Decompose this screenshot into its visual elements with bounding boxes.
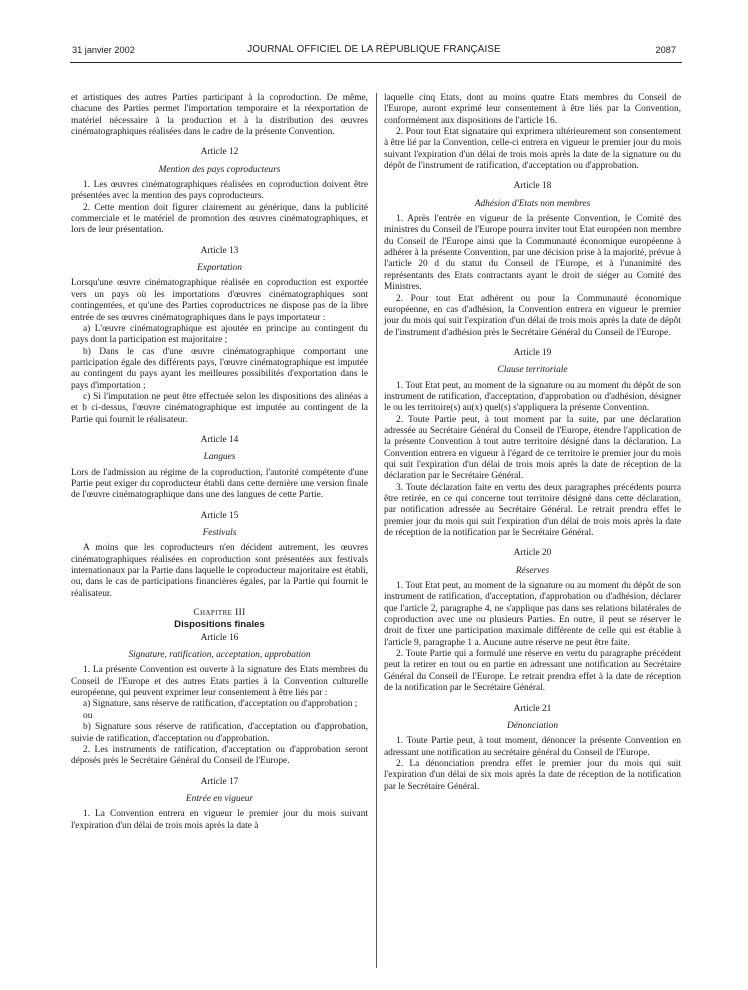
paragraph: b) Signature sous réserve de ratification, d'acceptation ou d'approbation, suivie de ratification, d'acceptation ou d'approbation. [71, 722, 368, 744]
article-title: Exportation [197, 263, 242, 274]
paragraph: 1. Tout Etat peut, au moment de la signature ou au moment du dépôt de son instrument de ratification, d'acceptation, d'approbation ou d'adhésion, désigner le ou les territoire(s) au(x) quel(s) s'appliquera la présente Convention. [384, 380, 681, 414]
left-column [71, 93, 368, 832]
page-number: 2087 [655, 45, 676, 55]
article-heading: Article 16 [200, 632, 239, 643]
paragraph: 1. Tout Etat peut, au moment de la signature ou au moment du dépôt de son instrument de ratification, d'acceptation, d'approbation ou d'adhésion, déclarer que l'article 2, paragraphe 4, ne s'applique pas dans ses relations bilatérales de coproduction avec une ou plusieurs Parties. En outre, il peut se réserver le droit de fixer une participation maximale différente de celle qui est établie à l'article 9, paragraphe 1 a. Aucune autre réserve ne peut être faite. [384, 581, 681, 648]
article-heading: Article 18 [513, 181, 552, 192]
header-date: 31 janvier 2002 [72, 45, 135, 55]
article-heading: Article 13 [200, 245, 239, 256]
header-rule [70, 62, 682, 63]
journal-title: JOURNAL OFFICIEL DE LA RÉPUBLIQUE FRANÇAISE [247, 44, 501, 55]
paragraph: ou [83, 710, 93, 721]
article-title: Dénonciation [506, 720, 559, 731]
article-title: Entrée en vigueur [185, 793, 254, 804]
paragraph: Lors de l'admission au régime de la coproduction, l'autorité compétente d'une Partie peut exiger du coproducteur établi dans cette dernière une version finale de l'œuvre cinématographique dans une des langues de cette Partie. [71, 467, 368, 501]
right-column [384, 93, 681, 793]
paragraph: 2. Pour tout Etat adhérent ou pour la Communauté économique européenne, en cas d'adhésion, la Convention entrera en vigueur le premier jour du mois qui suit l'expiration d'un délai de trois mois après la date de dépôt de l'instrument d'adhésion près le Secrétaire Général du Conseil de l'Europe. [384, 293, 681, 338]
paragraph: 1. La présente Convention est ouverte à la signature des Etats membres du Conseil de l'Europe et des autres Etats parties à la Convention culturelle européenne, qui peuvent exprimer leur consentement à être liés par : [71, 665, 368, 699]
article-heading: Article 19 [513, 347, 552, 358]
paragraph: 2. Toute Partie peut, à tout moment par la suite, par une déclaration adressée au Secrétaire Général du Conseil de l'Europe, étendre l'application de la présente Convention à tout autre territoire désigné dans la déclaration. La Convention entrera en vigueur à l'égard de ce territoire le premier jour du mois qui suit l'expiration d'un délai de trois mois après la date de réception de la déclaration par le Secrétaire Général. [384, 414, 681, 482]
paragraph: 1. La Convention entrera en vigueur le premier jour du mois suivant l'expiration d'un délai de trois mois après la date à [71, 809, 368, 831]
paragraph: laquelle cinq Etats, dont au moins quatre Etats membres du Conseil de l'Europe, auront exprimé leur consentement à être liés par la Convention, conformément aux dispositions de l'article 16. [384, 93, 681, 126]
article-heading: Article 20 [513, 548, 552, 559]
chapter-title: Dispositions finales [174, 619, 265, 631]
paragraph: 2. Toute Partie qui a formulé une réserve en vertu du paragraphe précédent peut la retirer en tout ou en partie en adressant une notification au Secrétaire Général du Conseil de l'Europe. Le retrait prendra effet à la date de réception de la notification par le Secrétaire Général. [384, 649, 681, 694]
article-title: Réserves [515, 565, 550, 576]
paragraph: b) Dans le cas d'une œuvre cinématographique comportant une participation égale des différents pays, l'œuvre cinématographique est imputée au contingent du pays ayant les meilleures possibilités d'exportation dans le pays d'importation ; [71, 346, 368, 391]
article-heading: Article 21 [513, 703, 552, 714]
paragraph: 2. Les instruments de ratification, d'acceptation ou d'approbation seront déposés près le Secrétaire Général du Conseil de l'Europe. [71, 744, 368, 767]
article-title: Langues [203, 452, 236, 463]
paragraph: 2. Cette mention doit figurer clairement au générique, dans la publicité commerciale et le matériel de promotion des œuvres cinématographiques, et lors de leur présentation. [71, 202, 368, 236]
paragraph: 1. Les œuvres cinématographiques réalisées en coproduction doivent être présentées avec la mention des pays coproducteurs. [71, 180, 368, 202]
article-heading: Article 14 [200, 434, 239, 445]
chapter-label: Chapitre III [193, 608, 246, 619]
article-heading: Article 17 [200, 776, 239, 787]
paragraph: A moins que les coproducteurs n'en décident autrement, les œuvres cinématographiques réalisées en coproduction sont présentées aux festivals internationaux par la Partie dans laquelle le coproducteur majoritaire est établi, ou, dans le cas de participations financières égales, par la Partie qui fournit le réalisateur. [71, 543, 368, 599]
paragraph: 1. Après l'entrée en vigueur de la présente Convention, le Comité des ministres du Conseil de l'Europe pourra inviter tout Etat européen non membre du Conseil de l'Europe ainsi que la Communauté économique européenne à adhérer à la présente Convention, par une décision prise à la majorité, prévue à l'article 20 d du statut du Conseil de l'Europe, et à l'unanimité des représentants des Etats contractants ayant le droit de siéger au Comité des Ministres. [384, 214, 681, 293]
article-title: Mention des pays coproducteurs [158, 164, 281, 175]
paragraph: 2. Pour tout Etat signataire qui exprimera ultérieurement son consentement à être lié par la Convention, celle-ci entrera en vigueur le premier jour du mois suivant l'expiration d'un délai de trois mois après la date de la signature ou du dépôt de l'instrument de ratification, d'acceptation ou d'approbation. [384, 127, 681, 172]
paragraph: a) Signature, sans réserve de ratification, d'acceptation ou d'approbation ; [83, 699, 358, 710]
article-title: Festivals [202, 528, 237, 538]
paragraph: 3. Toute déclaration faite en vertu des deux paragraphes précédents pourra être retirée, en ce qui concerne tout territoire désigné dans cette déclaration, par notification adressée au Secrétaire Général. Le retrait prendra effet le premier jour du mois qui suit l'expiration d'un délai de trois mois après la date de réception de la notification par le Secrétaire Général. [384, 482, 681, 539]
article-heading: Article 12 [200, 147, 239, 158]
paragraph: 1. Toute Partie peut, à tout moment, dénoncer la présente Convention en adressant une notification au secrétaire général du Conseil de l'Europe. [384, 736, 681, 758]
article-title: Clause territoriale [497, 365, 568, 376]
paragraph: c) Si l'imputation ne peut être effectuée selon les dispositions des alinéas a et b ci-dessus, l'œuvre cinématographique est imputée au contingent de la Partie qui fournit le réalisateur. [71, 391, 368, 425]
article-heading: Article 15 [200, 510, 239, 521]
paragraph: et artistiques des autres Parties participant à la coproduction. De même, chacune des Parties permet l'importation temporaire et la réexportation de matériel nécessaire à la production et à la distribution des œuvres cinématographiques réalisées dans le cadre de la présente Convention. [71, 93, 368, 138]
paragraph: Lorsqu'une œuvre cinématographique réalisée en coproduction est exportée vers un pays où les importations d'œuvres cinématographiques sont contingentées, et qu'une des Parties coproductrices ne dispose pas de la libre entrée de ses œuvres cinématographiques dans le pays importateur : [71, 278, 368, 323]
article-title: Signature, ratification, acceptation, approbation [128, 650, 311, 661]
column-divider [376, 93, 377, 968]
paragraph: 2. La dénonciation prendra effet le premier jour du mois qui suit l'expiration d'un délai de six mois après la date de réception de la notification par le Secrétaire Général. [384, 758, 681, 792]
paragraph: a) L'œuvre cinématographique est ajoutée en principe au contingent du pays dont la participation est majoritaire ; [71, 323, 368, 346]
article-title: Adhésion d'Etats non membres [474, 198, 591, 209]
